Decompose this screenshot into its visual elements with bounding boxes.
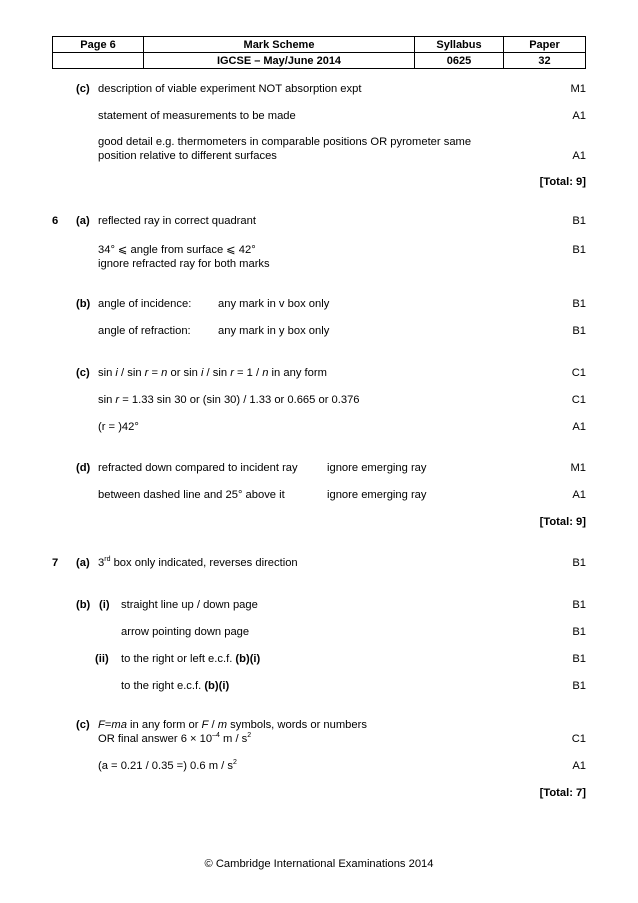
q6a-line3: ignore refracted ray for both marks: [98, 258, 270, 270]
q5c-mark1: M1: [570, 83, 586, 95]
q7b-ii-mark1: B1: [572, 653, 586, 665]
q6b-line2-text: any mark in y box only: [218, 325, 330, 337]
q7-total: [Total: 7]: [539, 787, 586, 799]
q6a-line1: reflected ray in correct quadrant: [98, 215, 256, 227]
q6d-line1-note: ignore emerging ray: [327, 462, 427, 474]
q7a-label: (a): [76, 557, 90, 569]
q6c-mark3: A1: [572, 421, 586, 433]
q7a-line1: 3rd box only indicated, reverses direction: [98, 556, 298, 569]
q6c-mark1: C1: [571, 367, 586, 379]
q6c-label: (c): [76, 367, 90, 379]
q6c-mark2: C1: [571, 394, 586, 406]
q5c-label: (c): [76, 83, 90, 95]
q7c-mark1: C1: [571, 733, 586, 745]
q7b-ii-label: (ii): [95, 653, 109, 665]
footer-copyright: © Cambridge International Examinations 2014: [204, 858, 434, 870]
q7c-label: (c): [76, 719, 90, 731]
q6b-mark2: B1: [572, 325, 586, 337]
header-empty: [53, 53, 144, 69]
q7b-i-mark2: B1: [572, 626, 586, 638]
q7b-i-line2: arrow pointing down page: [121, 626, 250, 638]
q7b-i-mark1: B1: [572, 599, 586, 611]
q6b-mark1: B1: [572, 298, 586, 310]
header-page: Page 6: [53, 37, 144, 53]
q5c-line3a: good detail e.g. thermometers in comparable positions OR pyrometer same: [98, 136, 472, 148]
q6-number: 6: [52, 215, 59, 227]
q7b-label: (b): [76, 599, 91, 611]
header-exam: IGCSE – May/June 2014: [144, 53, 415, 69]
q6c-line2: sin r = 1.33 sin 30 or (sin 30) / 1.33 or 0.665 or 0.376: [98, 394, 360, 406]
q5c-line3b: position relative to different surfaces: [98, 150, 277, 162]
q6a-mark2: B1: [572, 244, 586, 256]
q6-total: [Total: 9]: [539, 516, 586, 528]
q5c-mark3: A1: [572, 150, 586, 162]
header-paper-label: Paper: [504, 37, 586, 53]
q5c-mark2: A1: [572, 110, 586, 122]
q7b-ii-mark2: B1: [572, 680, 586, 692]
q5c-line2: statement of measurements to be made: [98, 110, 296, 122]
q6d-line1: refracted down compared to incident ray: [98, 462, 298, 474]
q7c-line3: (a = 0.21 / 0.35 =) 0.6 m / $s^2$: [98, 759, 237, 772]
q6b-line2-label: angle of refraction:: [98, 325, 191, 337]
q6c-line1: sin i / sin r = n or sin i / sin r = 1 / n in any form: [98, 367, 327, 379]
q7b-ii-line1: to the right or left e.c.f. (b)(i): [121, 653, 261, 665]
q6d-line2: between dashed line and 25° above it: [98, 489, 285, 501]
q6d-mark2: A1: [572, 489, 586, 501]
header-table: [52, 36, 586, 69]
q6b-label: (b): [76, 298, 91, 310]
q6a-line2: 34° ⩽ angle from surface ⩽ 42°: [98, 244, 256, 256]
q6c-line3: (r = )42°: [98, 421, 139, 433]
q7b-i-label: (i): [99, 599, 110, 611]
q6a-label: (a): [76, 215, 90, 227]
q7c-line1: F=ma in any form or F / m symbols, words or numbers: [98, 719, 367, 731]
q6a-mark1: B1: [572, 215, 586, 227]
q6d-mark1: M1: [570, 462, 586, 474]
q7c-line2: OR final answer $6 \times 10^{-4}$ m / $s^2$: [98, 732, 252, 745]
q5c-line1: description of viable experiment NOT absorption expt: [98, 83, 362, 95]
q7b-ii-line2: to the right e.c.f. (b)(i): [121, 680, 230, 692]
header-syllabus-label: Syllabus: [415, 37, 504, 53]
q7a-mark1: B1: [572, 557, 586, 569]
q6b-line1-label: angle of incidence:: [98, 298, 192, 310]
q6d-label: (d): [76, 462, 91, 474]
header-title: Mark Scheme: [144, 37, 415, 53]
header-paper: 32: [504, 53, 586, 69]
q7b-i-line1: straight line up / down page: [121, 599, 258, 611]
header-syllabus: 0625: [415, 53, 504, 69]
q6b-line1-text: any mark in v box only: [218, 298, 330, 310]
q6d-line2-note: ignore emerging ray: [327, 489, 427, 501]
q7-number: 7: [52, 557, 59, 569]
q7c-mark2: A1: [572, 760, 586, 772]
q5-total: [Total: 9]: [539, 176, 586, 188]
